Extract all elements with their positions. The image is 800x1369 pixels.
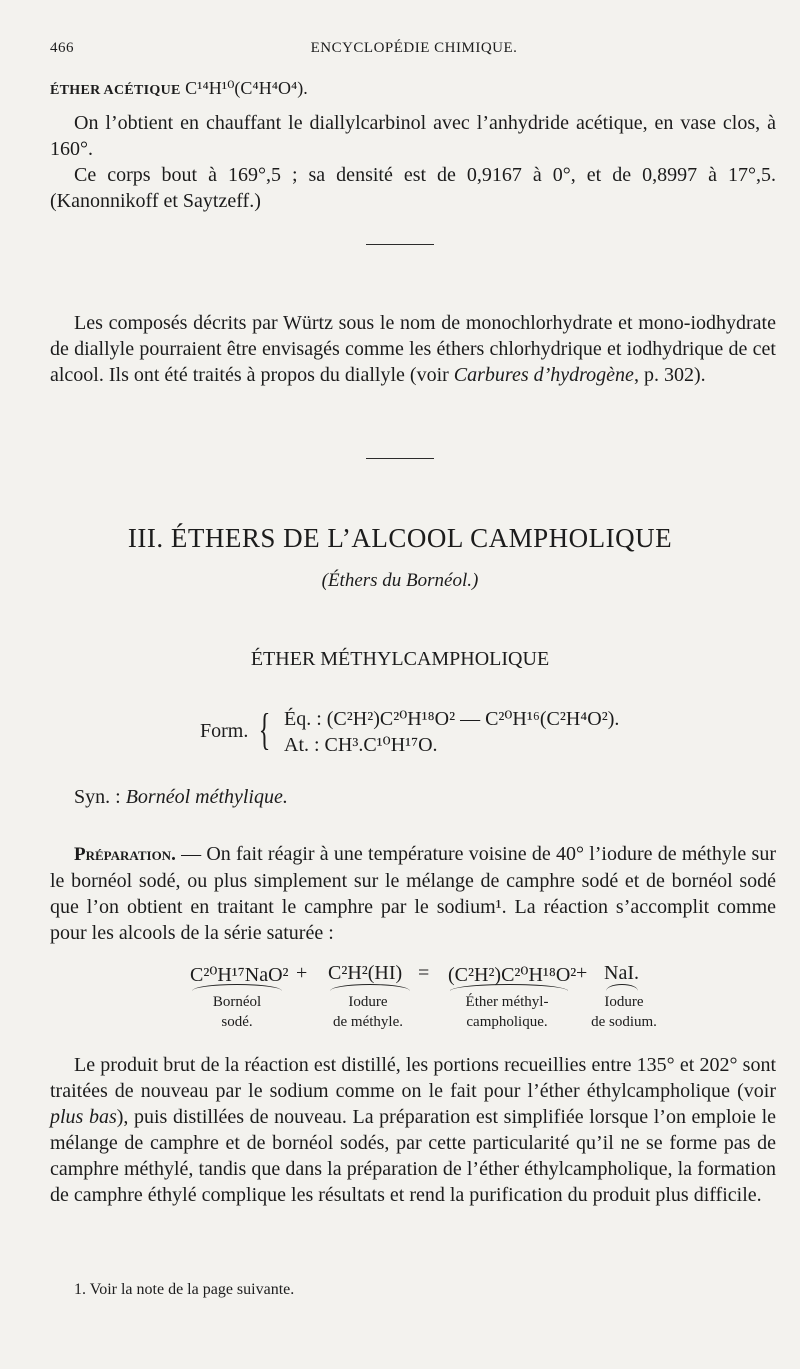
page-header — [50, 40, 778, 64]
separator-rule-1 — [366, 244, 434, 245]
separator-rule-2 — [366, 458, 434, 459]
note-italic-ref: Carbures d’hydrogène — [453, 364, 634, 386]
diallyle-note-paragraph — [50, 310, 776, 388]
eq-term-ether: (C²H²)C²⁰H¹⁸O² — [448, 964, 577, 986]
eq-label-iodure-1: Iodure — [348, 994, 388, 1010]
formula-atomic: At. : CH³.C¹⁰H¹⁷O. — [284, 734, 438, 756]
eq-label-sodium — [572, 992, 676, 1032]
section-subtitle: (Éthers du Bornéol.) — [321, 570, 479, 591]
eq-label-ether-1: Éther méthyl- — [465, 994, 549, 1010]
eq-plus-2: + — [576, 962, 588, 984]
form-label: Form. — [200, 720, 249, 742]
eq-equals: = — [418, 962, 430, 984]
eq-label-iodure-2: de méthyle. — [333, 1014, 403, 1030]
product-text-a: Le produit brut de la réaction est distillé, les portions recueillies entre 135° et 202° sont traitées de nouveau par le sodium comme on le fait pour l’éther éthylcampholique (voir — [50, 1054, 776, 1102]
footnote: 1. Voir la note de la page suivante. — [74, 1281, 295, 1298]
ether-methyl-heading: ÉTHER MÉTHYLCAMPHOLIQUE — [250, 648, 550, 670]
synonym-value: Bornéol méthylique. — [125, 786, 288, 808]
eq-term-nai: NaI. — [604, 962, 639, 984]
synonym-line — [74, 786, 288, 809]
product-paragraph — [50, 1052, 776, 1208]
ether-acetique-paragraph-2: Ce corps bout à 169°,5 ; sa densité est de 0,9167 à 0°, et de 0,8997 à 17°,5. (Kanonnikoff et Saytzeff.) — [50, 164, 776, 212]
eq-label-ether-2: campholique. — [466, 1014, 548, 1030]
section-title: III. ÉTHERS DE L’ALCOOL CAMPHOLIQUE — [127, 523, 673, 553]
eq-label-borneol-1: Bornéol — [212, 994, 262, 1010]
eq-term-borneol: C²⁰H¹⁷NaO² — [190, 964, 289, 986]
eq-brace-4 — [606, 984, 638, 991]
eq-brace-1 — [192, 984, 282, 991]
eq-label-iodure-methyle — [312, 992, 424, 1032]
ether-acetique-formula: C¹⁴H¹⁰(C⁴H⁴O⁴). — [185, 78, 308, 98]
ether-acetique-paragraph-1: On l’obtient en chauffant le diallylcarbinol avec l’anhydride acétique, en vase clos, à 160°. — [50, 112, 776, 160]
preparation-paragraph — [50, 841, 776, 946]
product-text-b: ), puis distillées de nouveau. La préparation est simplifiée lorsque l’on emploie le mélange de camphre et de bornéol sodés, par cette particularité qu’il ne se forme pas de camphre méthylé, tandis que dans la préparation de l’éther éthylcampholique, la formation de camphre éthylé complique les résultats et rend la purification du produit plus difficile. — [50, 1106, 777, 1206]
eq-label-borneol-2: sodé. — [221, 1014, 253, 1030]
eq-term-iodure-methyle: C²H²(HI) — [328, 962, 403, 984]
ether-acetique-label: ÉTHER ACÉTIQUE — [50, 83, 181, 98]
eq-plus-1: + — [296, 962, 308, 984]
eq-brace-3 — [450, 984, 568, 991]
eq-label-borneol — [182, 992, 292, 1032]
ether-acetique-heading — [50, 78, 308, 99]
formula-block — [200, 704, 720, 760]
note-text: Les composés décrits par Würtz sous le nom de monochlorhydrate et mono-iodhydrate de diallyle pourraient être envisagés comme les éthers chlorhydrique et iodhydrique de cet alcool. Ils ont été traités à propos du diallyle (voir — [50, 312, 776, 386]
eq-label-sodium-2: de sodium. — [591, 1014, 657, 1030]
preparation-label: Préparation. — [74, 844, 176, 865]
reaction-equation — [0, 962, 800, 1042]
preparation-text: — On fait réagir à une température voisine de 40° l’iodure de méthyle sur le bornéol sodé, ou plus simplement sur le mélange de camphre sodé et de bornéol sodé que l’on obtient en traitant le camphre par le sodium¹. La réaction s’accomplit comme pour les alcools de la série saturée : — [50, 843, 776, 944]
eq-brace-2 — [330, 984, 410, 991]
product-italic: plus bas — [50, 1106, 117, 1128]
page-number: 466 — [50, 40, 74, 56]
running-title: ENCYCLOPÉDIE CHIMIQUE. — [310, 40, 518, 56]
brace-glyph: { — [258, 705, 271, 754]
note-end: , p. 302). — [633, 364, 706, 386]
eq-label-ether — [440, 992, 574, 1032]
eq-label-sodium-1: Iodure — [604, 994, 644, 1010]
synonym-label: Syn. : — [74, 786, 126, 808]
formula-equivalent: Éq. : (C²H²)C²⁰H¹⁸O² — C²⁰H¹⁶(C²H⁴O²). — [284, 708, 620, 730]
